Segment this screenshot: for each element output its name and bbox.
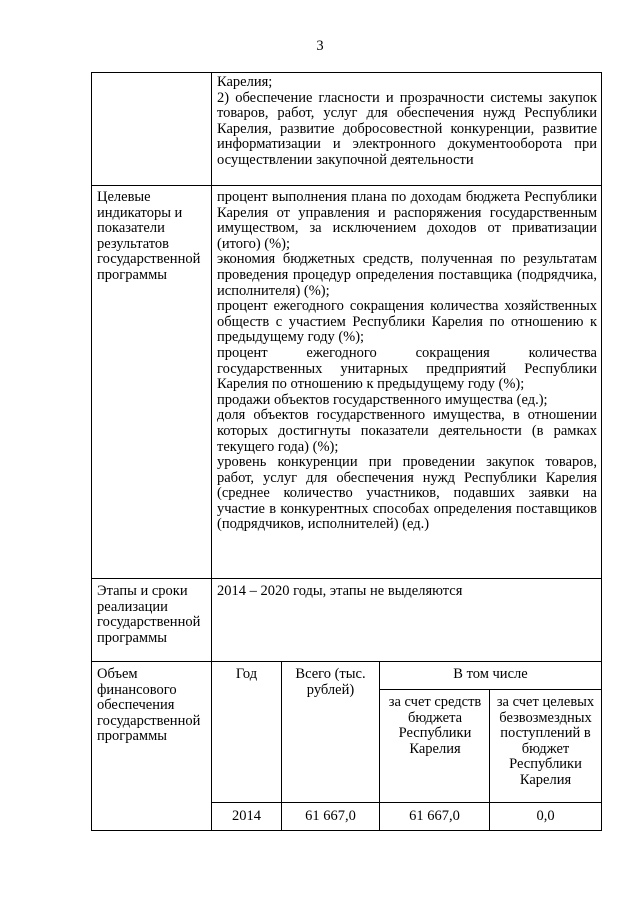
table-border-top: [91, 72, 602, 73]
row-separator: [91, 661, 602, 662]
table-border-right: [601, 72, 602, 831]
passport-table: [91, 72, 602, 831]
funding-col-separator: [379, 661, 380, 831]
indicator-item: процент выполнения плана по доходам бюджета Республики Карелия от управления и распоряжения государственным имуществом, за исключением доходов от приватизации (итого) (%);: [217, 189, 597, 252]
stages-value: 2014 – 2020 годы, этапы не выделяются: [217, 583, 463, 599]
indicator-item: процент ежегодного сокращения количества государственных унитарных предприятий Республики Карелия по отношению к предыдущему году (%);: [217, 344, 597, 393]
row-separator: [91, 185, 602, 186]
header-total: Всего (тыс. рублей): [295, 666, 366, 698]
indicator-item: процент ежегодного сокращения количества хозяйственных обществ с участием Республики Карелия по отношению к предыдущему году (%);: [217, 298, 597, 346]
intro-line: 2) обеспечение гласности и прозрачности системы закупок товаров, работ, услуг для обеспечения нужд Республики Карелия, развитие добросовестной конкуренции, развитие информатизации и электронного документооборота при осуществлении закупочной деятельности: [217, 89, 597, 168]
indicator-item: продажи объектов государственного имущества (ед.);: [217, 391, 548, 408]
indicator-item: экономия бюджетных средств, полученная по результатам проведения процедур определения поставщика (подрядчика, исполнителя) (%);: [217, 251, 597, 299]
header-including: В том числе: [453, 666, 528, 682]
column-separator: [211, 72, 212, 831]
indicators-cell: [217, 190, 597, 533]
indicator-item: уровень конкуренции при проведении закупок товаров, работ, услуг для обеспечения нужд Республики Карелия (среднее количество участников, подавших заявки на участие в конкурентных способах определения поставщиков (подрядчиков, исполнителей) (ед.): [217, 454, 597, 533]
table-border-bottom: [91, 830, 602, 831]
table-border-left: [91, 72, 92, 831]
data-row-separator: [211, 802, 602, 803]
data-gratuitous: 0,0: [536, 808, 555, 824]
data-budget: 61 667,0: [409, 808, 460, 824]
intro-cell: [217, 75, 597, 169]
data-total: 61 667,0: [305, 808, 356, 824]
header-year: Год: [235, 666, 258, 682]
stages-label: Этапы и сроки реализации государственной программы: [97, 583, 201, 646]
page-number: 3: [316, 38, 324, 54]
row-separator: [91, 578, 602, 579]
funding-label: Объем финансового обеспечения государственной программы: [97, 666, 201, 745]
subheader-separator: [379, 689, 602, 690]
indicators-label: Целевые индикаторы и показатели результатов государственной программы: [97, 189, 201, 283]
intro-line: Карелия;: [217, 74, 273, 90]
indicator-item: доля объектов государственного имущества, в отношении которых достигнуты показатели деятельности (в рамках текущего года) (%);: [217, 407, 597, 455]
data-year: 2014: [232, 808, 261, 824]
header-gratuitous: за счет целевых безвозмездных поступлений в бюджет Республики Карелия: [496, 694, 595, 788]
header-budget: за счет средств бюджета Республики Карелия: [388, 694, 482, 757]
